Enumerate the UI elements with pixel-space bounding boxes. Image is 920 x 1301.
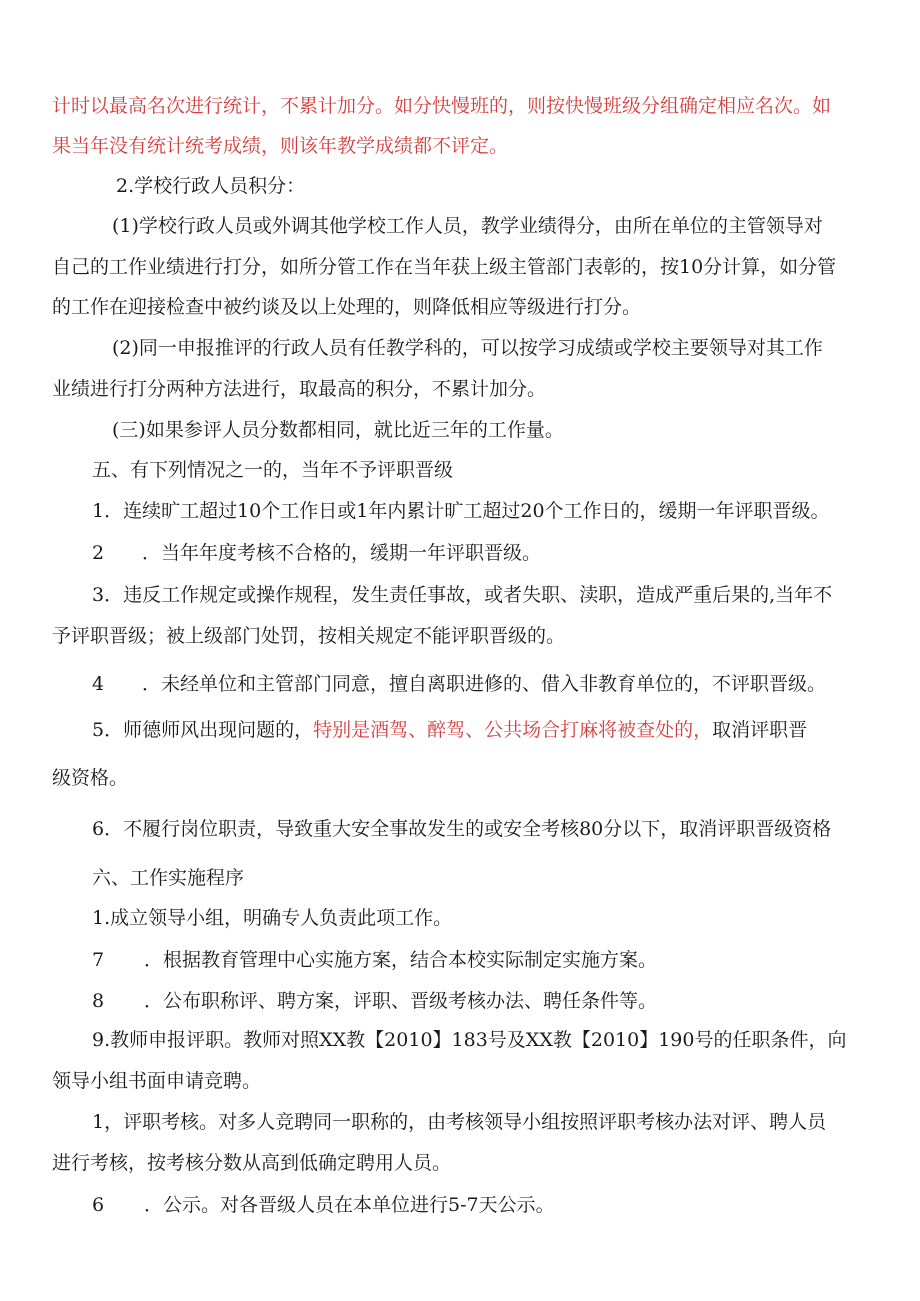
list-item-text: 5．师德师风出现问题的，: [92, 719, 314, 741]
paragraph-line: 的工作在迎接检查中被约谈及以上处理的，则降低相应等级进行打分。: [52, 296, 642, 318]
paragraph-line: 级资格。: [52, 767, 129, 789]
list-item-text: ．公示。对各晋级人员在本单位进行5-7天公示。: [144, 1194, 555, 1216]
paragraph-line: 业绩进行打分两种方法进行，取最高的积分，不累计加分。: [52, 378, 547, 400]
highlighted-text: 特别是酒驾、醉驾、公共场合打麻将被查处的，: [313, 719, 713, 741]
paragraph-line: (1)学校行政人员或外调其他学校工作人员，教学业绩得分，由所在单位的主管领导对: [112, 215, 823, 237]
paragraph-line: 自己的工作业绩进行打分，如所分管工作在当年获上级主管部门表彰的，按10分计算，如分管: [52, 256, 837, 278]
list-item: 1，评职考核。对多人竞聘同一职称的，由考核领导小组按照评职考核办法对评、聘人员: [92, 1111, 827, 1133]
list-item: [92, 539, 880, 567]
list-item-text: ．根据教育管理中心实施方案，结合本校实际制定实施方案。: [144, 949, 658, 971]
list-item-number: 2: [92, 542, 105, 564]
paragraph-line: 计时以最高名次进行统计，不累计加分。如分快慢班的，则按快慢班级分组确定相应名次。如: [52, 95, 832, 117]
paragraph-line: 领导小组书面申请竞聘。: [52, 1070, 262, 1092]
list-item: 1．连续旷工超过10个工作日或1年内累计旷工超过20个工作日的，缓期一年评职晋级。: [92, 500, 830, 522]
list-item-number: 8: [92, 990, 105, 1012]
section-heading: 五、有下列情况之一的，当年不予评职晋级: [92, 459, 454, 481]
list-item: 9.教师申报评职。教师对照XX教【2010】183号及XX教【2010】190号的任职条件，向: [92, 1029, 847, 1051]
list-item-text: ．当年年度考核不合格的，缓期一年评职晋级。: [142, 542, 542, 564]
list-item: [92, 670, 880, 698]
list-item-number: 4: [92, 673, 105, 695]
list-item: 6．不履行岗位职责，导致重大安全事故发生的或安全考核80分以下，取消评职晋级资格: [92, 818, 832, 840]
list-item-number: 7: [92, 949, 105, 971]
paragraph-line: 进行考核，按考核分数从高到低确定聘用人员。: [52, 1152, 452, 1174]
list-item: [92, 946, 880, 974]
list-item-number: 6: [92, 1194, 105, 1216]
section-heading: 六、工作实施程序: [92, 867, 245, 889]
list-item: [92, 1191, 880, 1219]
list-item: 1.成立领导小组，明确专人负责此项工作。: [92, 907, 453, 929]
list-item: [92, 716, 880, 744]
paragraph-line: (2)同一申报推评的行政人员有任教学科的，可以按学习成绩或学校主要领导对其工作: [112, 337, 823, 359]
list-item: [92, 987, 880, 1015]
section-subheading: 2.学校行政人员积分：: [116, 175, 306, 197]
list-item-text: 取消评职晋: [712, 719, 808, 741]
paragraph-line: 果当年没有统计统考成绩，则该年教学成绩都不评定。: [52, 135, 509, 157]
list-item-text: ．未经单位和主管部门同意，擅自离职进修的、借入非教育单位的，不评职晋级。: [142, 673, 827, 695]
list-item: 3．违反工作规定或操作规程，发生责任事故，或者失职、渎职，造成严重后果的,当年不: [92, 584, 833, 606]
paragraph-line: (三)如果参评人员分数都相同，就比近三年的工作量。: [112, 419, 564, 441]
paragraph-line: 予评职晋级；被上级部门处罚，按相关规定不能评职晋级的。: [52, 625, 566, 647]
list-item-text: ．公布职称评、聘方案，评职、晋级考核办法、聘任条件等。: [144, 990, 658, 1012]
